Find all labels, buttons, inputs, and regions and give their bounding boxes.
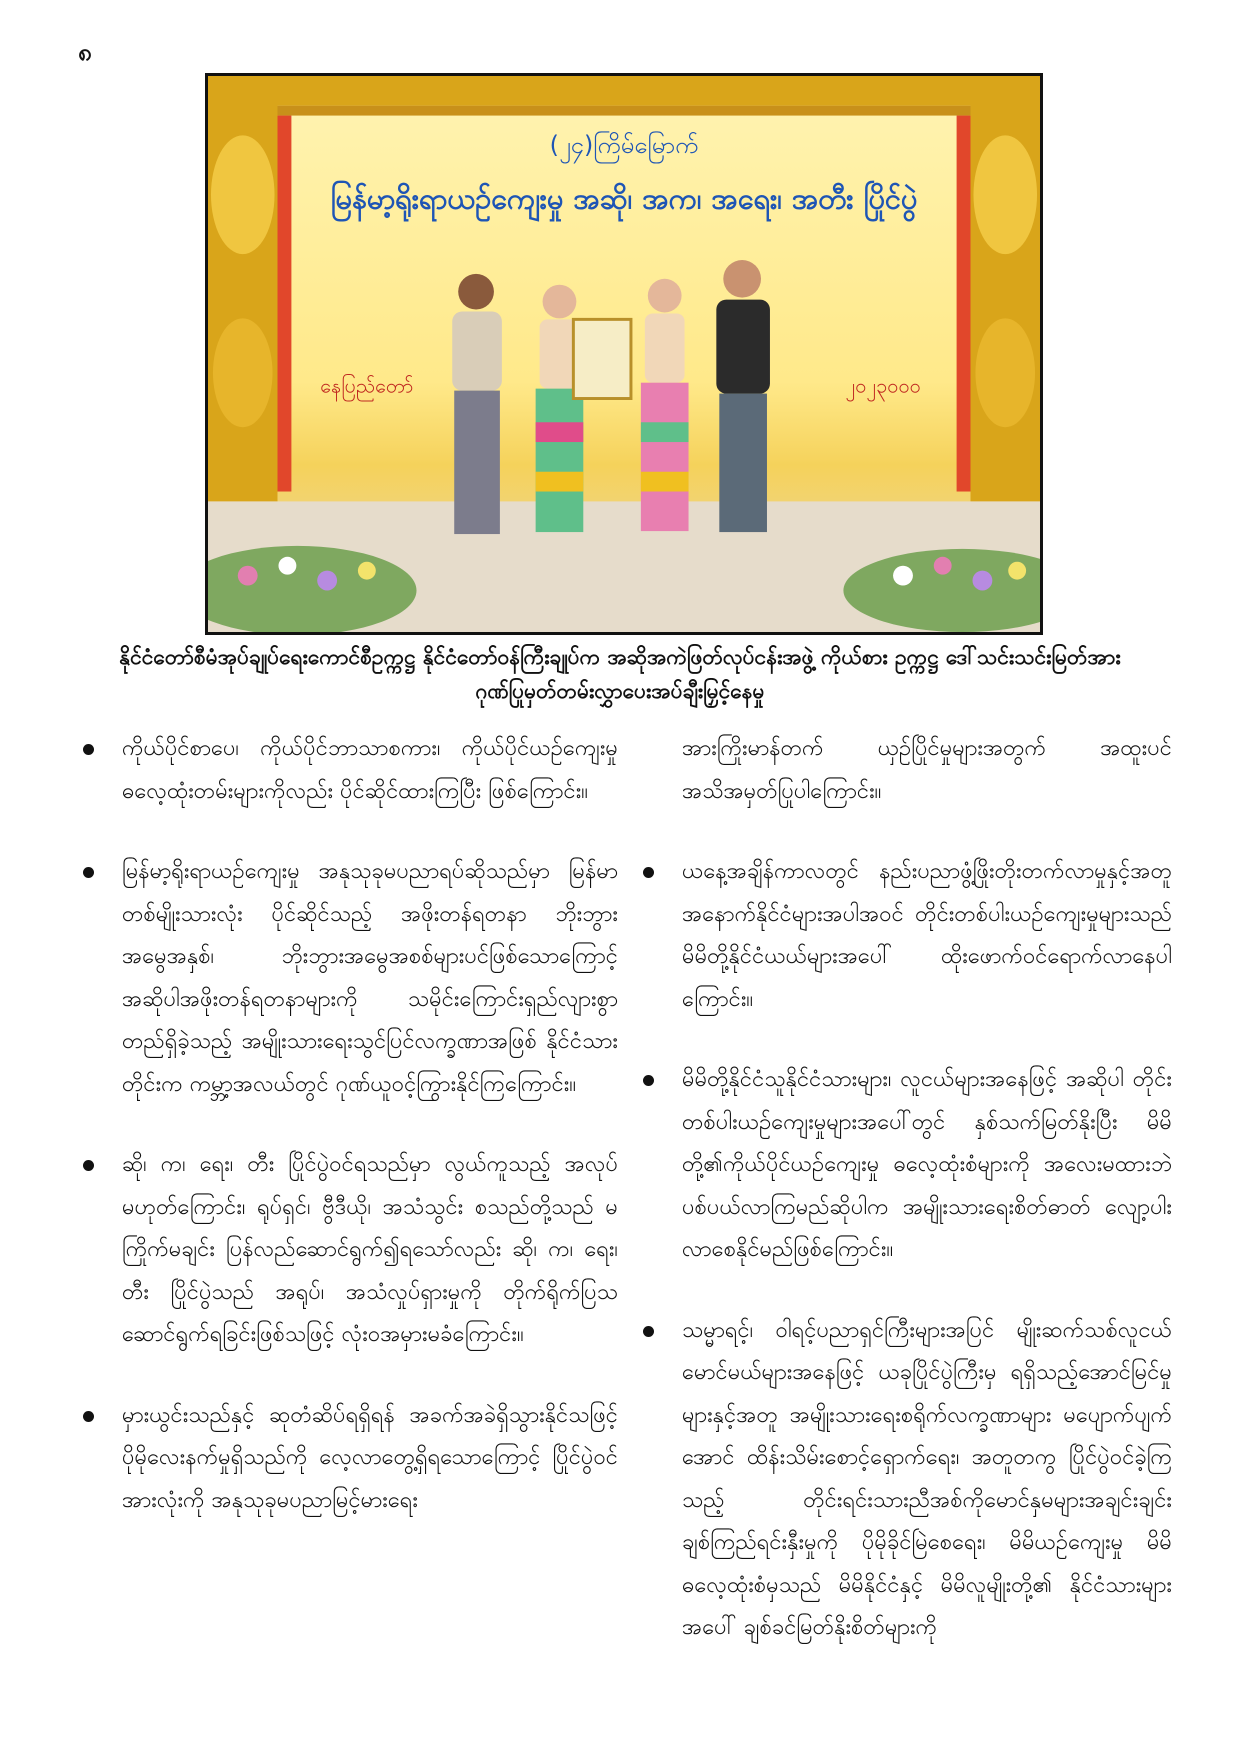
bullet-item: မှားယွင်းသည်နှင့် ဆုတံဆိပ်ရရှိရန် အခက်အခဲရှိသွားနိုင်သဖြင့် ပိုမိုလေးနက်မှုရှိသည်ကို လေ့လာတွေ့ရှိရသောကြောင့် ပြိုင်ပွဲဝင်အားလုံးကို အနုသုခုမပညာမြင့်မားရေး bbox=[78, 1395, 618, 1523]
event-photo-illustration bbox=[208, 76, 1040, 632]
photo-banner-line1: (၂၄)ကြိမ်မြောက် bbox=[549, 131, 699, 160]
event-photo bbox=[205, 73, 1043, 635]
bullet-item: သမ္မာရင့်၊ ဝါရင့်ပညာရှင်ကြီးများအပြင် မျိုးဆက်သစ်လူငယ်မောင်မယ်များအနေဖြင့် ယခုပြိုင်ပွဲကြီးမှ ရရှိသည့်အောင်မြင်မှုများနှင့်အတူ အမျိုးသားရေးစရိုက်လက္ခဏာများ မပျောက်ပျက်အောင် ထိန်းသိမ်းစောင့်ရှောက်ရေး၊ အတူတကွ ပြိုင်ပွဲဝင်ခဲ့ကြသည့် တိုင်းရင်းသားညီအစ်ကိုမောင်နှမများအချင်းချင်း ချစ်ကြည်ရင်းနှီးမှုကို ပိုမိုခိုင်မြဲစေရေး၊ မိမိယဉ်ကျေးမှု မိမိဓလေ့ထုံးစံမှသည် မိမိနိုင်ငံနှင့် မိမိလူမျိုးတို့၏ နိုင်ငံသားများအပေါ် ချစ်ခင်မြတ်နိုးစိတ်များကို bbox=[638, 1310, 1172, 1650]
photo-banner-year: ၂၀၂၃၀၀၀ bbox=[845, 374, 921, 398]
bullet-item: ဆို၊ က၊ ရေး၊ တီး ပြိုင်ပွဲဝင်ရသည်မှာ လွယ်ကူသည့် အလုပ်မဟုတ်ကြောင်း၊ ရုပ်ရှင်၊ ဗွီဒီယို၊ အသံသွင်း စသည်တို့သည် မကြိုက်မချင်း ပြန်လည်ဆောင်ရွက်၍ရသော်လည်း ဆို၊ က၊ ရေး၊ တီး ပြိုင်ပွဲသည် အရုပ်၊ အသံလှုပ်ရှားမှုကို တိုက်ရိုက်ပြသဆောင်ရွက်ရခြင်းဖြစ်သဖြင့် လုံးဝအမှားမခံကြောင်း။ bbox=[78, 1144, 618, 1357]
photo-banner-location: နေပြည်တော် bbox=[320, 374, 414, 398]
bullet-item: ကိုယ်ပိုင်စာပေ၊ ကိုယ်ပိုင်ဘာသာစကား၊ ကိုယ်ပိုင်ယဉ်ကျေးမှု ဓလေ့ထုံးတမ်းများကိုလည်း ပိုင်ဆိုင်ထားကြပြီး ဖြစ်ကြောင်း။ bbox=[78, 728, 618, 813]
continued-paragraph: အားကြိုးမာန်တက် ယှဉ်ပြိုင်မှုများအတွက် အထူးပင်အသိအမှတ်ပြုပါကြောင်း။ bbox=[682, 736, 1172, 804]
bullet-item: မြန်မာ့ရိုးရာယဉ်ကျေးမှု အနုသုခုမပညာရပ်ဆိုသည်မှာ မြန်မာတစ်မျိုးသားလုံး ပိုင်ဆိုင်သည့် အဖိုးတန်ရတနာ ဘိုးဘွားအမွေအနှစ်၊ ဘိုးဘွားအမွေအစစ်များပင်ဖြစ်သောကြောင့် အဆိုပါအဖိုးတန်ရတနာများကို သမိုင်းကြောင်းရှည်လျားစွာ တည်ရှိခဲ့သည့် အမျိုးသားရေးသွင်ပြင်လက္ခဏာအဖြစ် နိုင်ငံသားတိုင်းက ကမ္ဘာ့အလယ်တွင် ဂုဏ်ယူဝင့်ကြွားနိုင်ကြကြောင်း။ bbox=[78, 851, 618, 1106]
caption-line-1: နိုင်ငံတော်စီမံအုပ်ချုပ်ရေးကောင်စီဥက္ကဋ္ဌ နိုင်ငံတော်ဝန်ကြီးချုပ်က အဆိုအကဲဖြတ်လုပ်ငန်းအဖွဲ့ ကိုယ်စား ဥက္ကဋ္ဌ ဒေါ်သင်းသင်းမြတ်အား bbox=[119, 645, 1121, 669]
page-number: ၈ bbox=[78, 38, 92, 66]
photo-banner-line2: မြန်မာ့ရိုးရာယဉ်ကျေးမှု အဆို၊ အက၊ အရေး၊ အတီး ပြိုင်ပွဲ bbox=[330, 181, 918, 216]
photo-caption bbox=[78, 640, 1162, 708]
right-column bbox=[638, 728, 1172, 1688]
caption-line-2: ဂုဏ်ပြုမှတ်တမ်းလွှာပေးအပ်ချီးမြှင့်နေမှု bbox=[475, 679, 765, 703]
bullet-item: ယနေ့အချိန်ကာလတွင် နည်းပညာဖွံ့ဖြိုးတိုးတက်လာမှုနှင့်အတူ အနောက်နိုင်ငံများအပါအဝင် တိုင်းတစ်ပါးယဉ်ကျေးမှုများသည် မိမိတို့နိုင်ငံယယ်များအပေါ် ထိုးဖောက်ဝင်ရောက်လာနေပါကြောင်း။ bbox=[638, 851, 1172, 1021]
bullet-item: မိမိတို့နိုင်ငံသူနိုင်ငံသားများ၊ လူငယ်များအနေဖြင့် အဆိုပါ တိုင်းတစ်ပါးယဉ်ကျေးမှုများအပေါ်တွင် နှစ်သက်မြတ်နိုးပြီး မိမိတို့၏ကိုယ်ပိုင်ယဉ်ကျေးမှု ဓလေ့ထုံးစံများကို အလေးမထားဘဲ ပစ်ပယ်လာကြမည်ဆိုပါက အမျိုးသားရေးစိတ်ဓာတ် လျော့ပါးလာစေနိုင်မည်ဖြစ်ကြောင်း။ bbox=[638, 1059, 1172, 1272]
left-column bbox=[78, 728, 618, 1560]
